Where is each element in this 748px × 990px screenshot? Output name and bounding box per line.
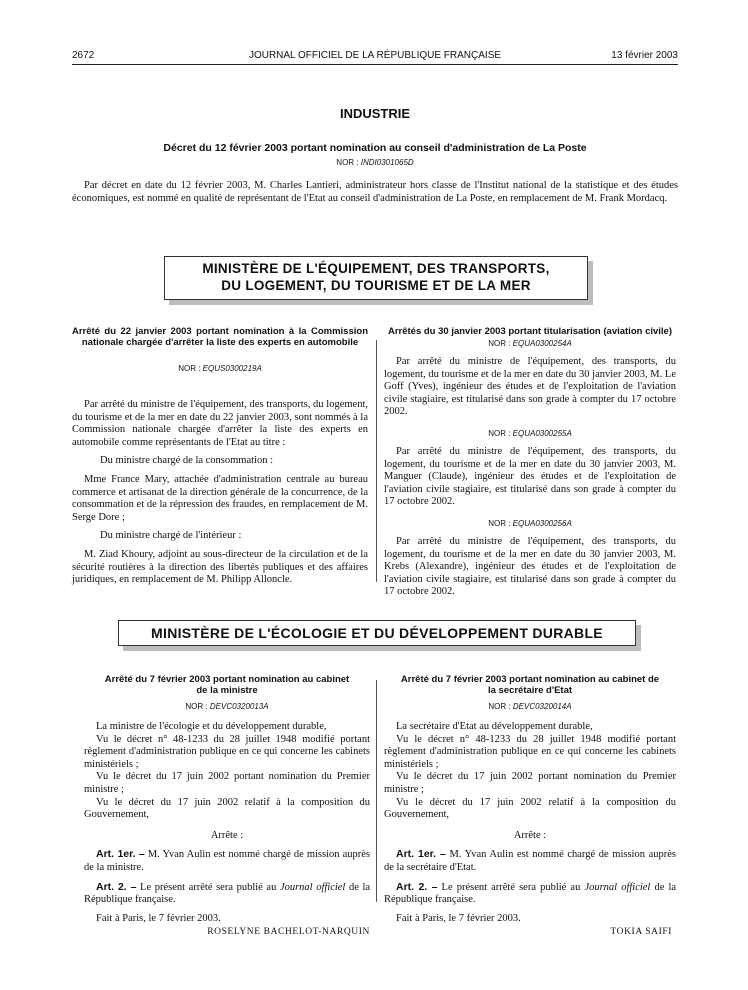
paragraph: Vu le décret n° 48-1233 du 28 juillet 1948 modifié portant règlement d'administration publique en ce qui concerne les cabinets ministériels ; bbox=[84, 733, 370, 770]
arrete-label: Arrête : bbox=[513, 829, 547, 841]
article-1: Art. 1er. – M. Yvan Aulin est nommé chargé de mission auprès de la ministre. bbox=[84, 848, 370, 873]
fait-a-paris: Fait à Paris, le 7 février 2003. bbox=[96, 912, 221, 924]
paragraph: Vu le décret du 17 juin 2002 relatif à la composition du Gouvernement, bbox=[384, 796, 676, 821]
paragraph: Par arrêté du ministre de l'équipement, des transports, du logement, du tourisme et de la mer en date du 22 janvier 2003, sont nommés à la Commission nationale chargée d'arrêter la liste des experts en automobile comme représentants de l'Etat au titre : bbox=[72, 399, 368, 448]
paragraph: Vu le décret du 17 juin 2002 relatif à la composition du Gouvernement, bbox=[84, 796, 370, 821]
journal-title: JOURNAL OFFICIEL DE LA RÉPUBLIQUE FRANÇAISE bbox=[248, 50, 502, 61]
arrete-right-ecologie bbox=[384, 674, 676, 937]
paragraph: La secrétaire d'Etat au développement durable, bbox=[396, 721, 593, 732]
nor-reference: NOR : INDI0301065D bbox=[336, 158, 414, 167]
section-title-industrie: INDUSTRIE bbox=[339, 106, 411, 121]
paragraph: Du ministre chargé de la consommation : bbox=[100, 455, 274, 467]
column-rule bbox=[376, 680, 377, 902]
column-rule bbox=[376, 340, 377, 582]
page-number: 2672 bbox=[72, 50, 95, 61]
paragraph: Mme France Mary, attachée d'administration centrale au bureau commerce et artisanat de la direction générale de la concurrence, de la consommation et de la répression des fraudes, en remplacement de M. Serge Dore ; bbox=[72, 473, 368, 523]
nor-reference: NOR : EQUA0300254A bbox=[488, 339, 572, 348]
ministry-title-line2: DU LOGEMENT, DU TOURISME ET DE LA MER bbox=[221, 278, 531, 293]
signature: ROSELYNE BACHELOT-NARQUIN bbox=[207, 927, 370, 938]
header-rule bbox=[72, 64, 678, 65]
arrete-title: Arrêté du 22 janvier 2003 portant nomination à la Commission nationale chargée d'arrêter la liste des experts en automobile bbox=[72, 326, 368, 348]
paragraph: Vu le décret n° 48-1233 du 28 juillet 1948 modifié portant règlement d'administration publique en ce qui concerne les cabinets ministériels ; bbox=[384, 733, 676, 770]
fait-a-paris: Fait à Paris, le 7 février 2003. bbox=[396, 912, 521, 924]
ministry-box-equipement bbox=[164, 256, 588, 300]
nor-reference: NOR : DEVC0320013A bbox=[185, 702, 269, 711]
paragraph: Par arrêté du ministre de l'équipement, des transports, du logement, du tourisme et de la mer en date du 30 janvier 2003, M. Manguer (Claude), ingénieur des études et de l'exploitation de l'aviation civile stagiaire, est titularisé dans son grade à compter du 17 octobre 2002. bbox=[384, 445, 676, 508]
arrete-left-ecologie bbox=[84, 674, 370, 937]
paragraph: M. Ziad Khoury, adjoint au sous-directeur de la circulation et de la sécurité routières à la direction des libertés publiques et des affaires juridiques, en remplacement de M. Philipp Alloncle. bbox=[72, 548, 368, 586]
arrete-left-equipement bbox=[72, 326, 368, 587]
ministry-box-ecologie bbox=[118, 620, 636, 646]
ministry-title: MINISTÈRE DE L'ÉCOLOGIE ET DU DÉVELOPPEMENT DURABLE bbox=[151, 625, 603, 641]
paragraph: Par arrêté du ministre de l'équipement, des transports, du logement, du tourisme et de la mer en date du 30 janvier 2003, M. Krebs (Alexandre), ingénieur des études et de l'exploitation de l'aviation civile stagiaire, est titularisé dans son grade à compter du 17 octobre 2002. bbox=[384, 535, 676, 598]
nor-reference: NOR : EQUS0300219A bbox=[178, 364, 262, 373]
arrete-right-equipement bbox=[384, 326, 676, 599]
header-date: 13 février 2003 bbox=[611, 50, 678, 61]
arrete-title: Arrêté du 7 février 2003 portant nomination au cabinet de la secrétaire d'Etat bbox=[400, 674, 660, 696]
article-2: Art. 2. – Le présent arrêté sera publié au Journal officiel de la République française. bbox=[384, 880, 677, 906]
paragraph: Par arrêté du ministre de l'équipement, des transports, du logement, du tourisme et de la mer en date du 30 janvier 2003, M. Le Goff (Yves), ingénieur des études et de l'exploitation de l'aviation civile stagiaire, est titularisé dans son grade à compter du 17 octobre 2002. bbox=[384, 356, 676, 418]
paragraph: Du ministre chargé de l'intérieur : bbox=[100, 530, 242, 542]
arrete-title: Arrêtés du 30 janvier 2003 portant titularisation (aviation civile) bbox=[387, 326, 673, 337]
paragraph: La ministre de l'écologie et du développement durable, bbox=[96, 721, 327, 732]
paragraph: Vu le décret du 17 juin 2002 portant nomination du Premier ministre ; bbox=[84, 771, 370, 795]
decret-body: Par décret en date du 12 février 2003, M. Charles Lantieri, administrateur hors classe de l'Institut national de la statistique et des études économiques, est nommé en qualité de représentant de l'Etat au conseil d'administration de La Poste, en remplacement de M. Frank Mordacq. bbox=[72, 180, 678, 204]
nor-reference: NOR : EQUA0300255A bbox=[488, 428, 572, 438]
article-2: Art. 2. – Le présent arrêté sera publié au Journal officiel de la République française. bbox=[84, 880, 371, 906]
ministry-title-line1: MINISTÈRE DE L'ÉQUIPEMENT, DES TRANSPORTS, bbox=[202, 261, 550, 276]
nor-reference: NOR : DEVC0320014A bbox=[488, 702, 572, 711]
arrete-title: Arrêté du 7 février 2003 portant nomination au cabinet de la ministre bbox=[104, 674, 350, 696]
decret-title: Décret du 12 février 2003 portant nomination au conseil d'administration de La Poste bbox=[163, 142, 587, 154]
nor-reference: NOR : EQUA0300256A bbox=[488, 518, 572, 528]
paragraph: Vu le décret du 17 juin 2002 portant nomination du Premier ministre ; bbox=[384, 771, 676, 795]
signature: TOKIA SAIFI bbox=[610, 927, 672, 938]
arrete-label: Arrête : bbox=[210, 829, 244, 841]
article-1: Art. 1er. – M. Yvan Aulin est nommé chargé de mission auprès de la secrétaire d'Etat. bbox=[384, 848, 676, 873]
